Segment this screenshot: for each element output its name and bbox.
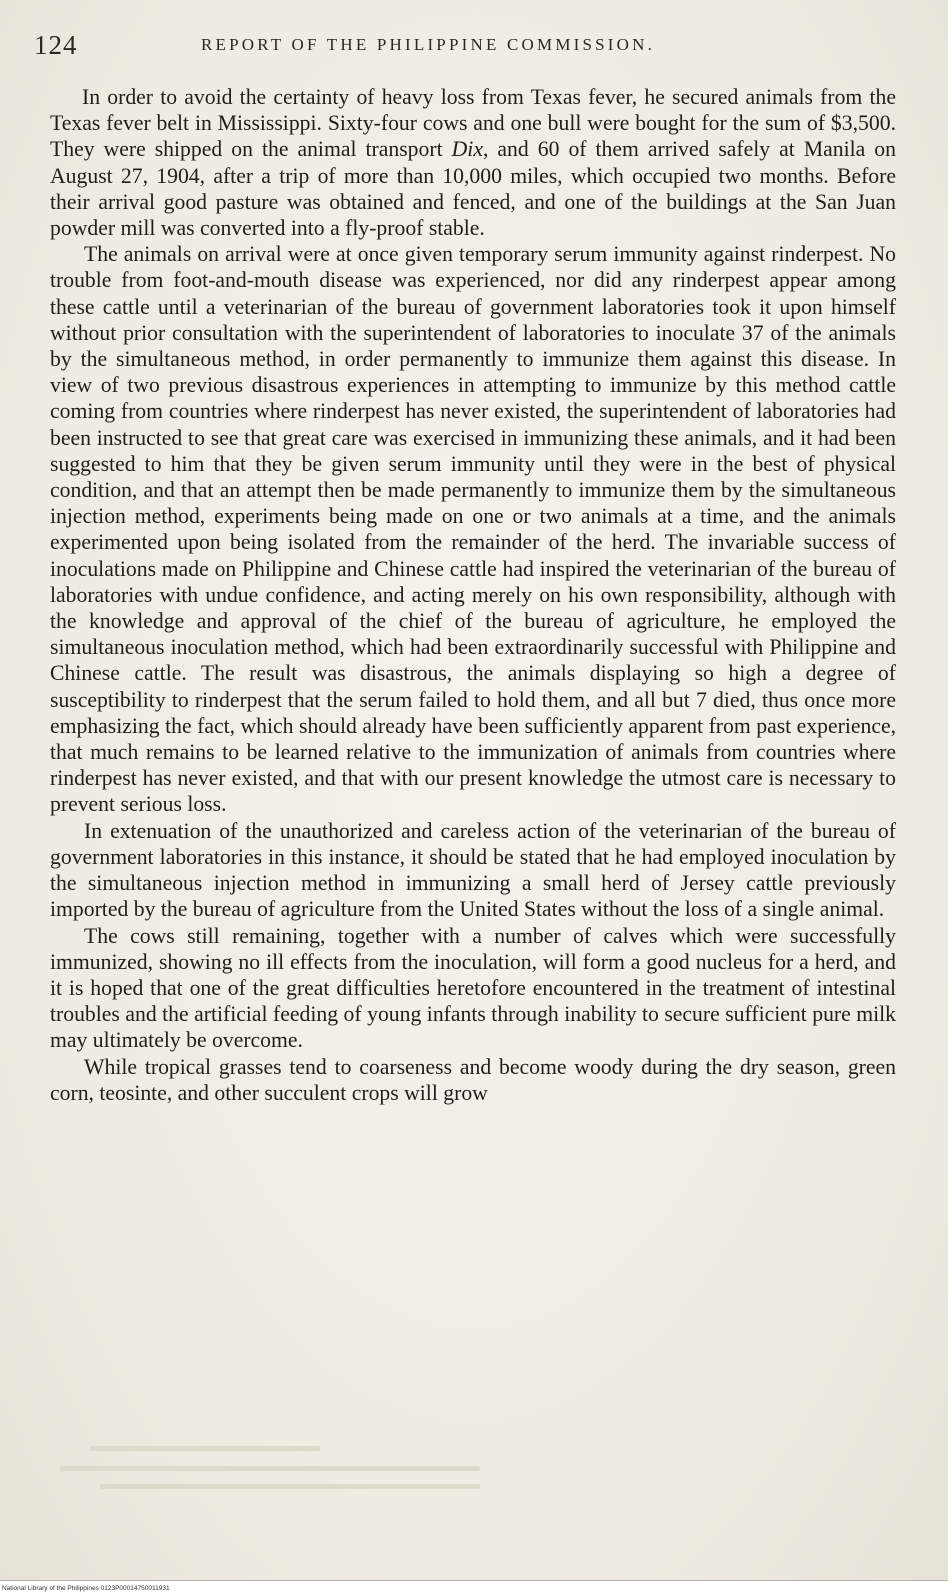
body-text xyxy=(50,84,896,1106)
scan-credit: National Library of the Philippines 0123P00014750011931 xyxy=(2,1585,170,1592)
paragraph-2: The animals on arrival were at once given temporary serum immunity against rinderpest. No trouble from foot-and-mouth disease was experienced, nor did any rinderpest appear among these cattle until a veterinarian of the bureau of government laboratories took it upon himself without prior consultation with the superintendent of laboratories to inoculate 37 of the animals by the simultaneous method, in order permanently to immunize them against this disease. In view of two previous disastrous experiences in attempting to immunize by this method cattle coming from countries where rinderpest has never existed, the superintendent of laboratories had been instructed to see that great care was exercised in immunizing these animals, and it had been suggested to him that they be given serum immunity until they were in the best of physical condition, and that an attempt then be made permanently to immunize them by the simultaneous injection method, experiments being made on one or two animals at a time, and the animals experimented upon being isolated from the remainder of the herd. The invariable success of inoculations made on Philippine and Chinese cattle had inspired the veterinarian of the bureau of laboratories with undue confidence, and acting merely on his own responsibility, although with the knowledge and approval of the chief of the bureau of agriculture, he employed the simultaneous inoculation method, which had been extraordinarily successful with Philippine and Chinese cattle. The result was disastrous, the animals displaying so high a degree of susceptibility to rinderpest that the serum failed to hold them, and all but 7 died, thus once more emphasizing the fact, which should already have been sufficiently apparent from past experience, that much remains to be learned relative to the immunization of animals from countries where rinderpest has never existed, and that with our present knowledge the utmost care is necessary to prevent serious loss. xyxy=(50,242,896,817)
show-through-text xyxy=(60,1440,560,1500)
scan-footer xyxy=(0,1580,948,1593)
page-header xyxy=(34,30,894,64)
show-through-line xyxy=(100,1484,480,1489)
page-number: 124 xyxy=(34,30,78,60)
paragraph-1-text-end: , and 60 of them arrived safely at Manila on August 27, 1904, after a trip of more than 10,000 miles, which occupied two months. Before their arrival good pasture was obtained and fenced, and one of the buildings at the San Juan powder mill was converted into a fly-proof stable. xyxy=(50,137,896,241)
show-through-line xyxy=(90,1446,320,1451)
paragraph-4: The cows still remaining, together with a number of calves which were successfully immunized, showing no ill effects from the inoculation, will form a good nucleus for a herd, and it is hoped that one of the great difficulties heretofore encountered in the treatment of intestinal troubles and the artificial feeding of young infants through inability to secure sufficient pure milk may ultimately be overcome. xyxy=(50,923,896,1053)
paragraph-3: In extenuation of the unauthorized and careless action of the veterinarian of the bureau of government laboratories in this instance, it should be stated that he had employed inoculation by the simultaneous injection method in immunizing a small herd of Jersey cattle previously imported by the bureau of agriculture from the United States without the loss of a single animal. xyxy=(50,818,896,922)
paragraph-1 xyxy=(50,84,896,241)
show-through-line xyxy=(60,1466,480,1471)
paragraph-5: While tropical grasses tend to coarseness and become woody during the dry season, green corn, teosinte, and other succulent crops will grow xyxy=(50,1054,896,1105)
running-head: REPORT OF THE PHILIPPINE COMMISSION. xyxy=(201,35,656,54)
paragraph-1-text-start: In order to avoid the certainty of heavy loss from Texas fever, he secured animals from the Texas fever belt in Mississippi. Sixty-four cows and one bull were bought for the sum of $3,500. They were shipped on the animal transport xyxy=(50,85,896,162)
ship-name: Dix xyxy=(451,137,483,162)
